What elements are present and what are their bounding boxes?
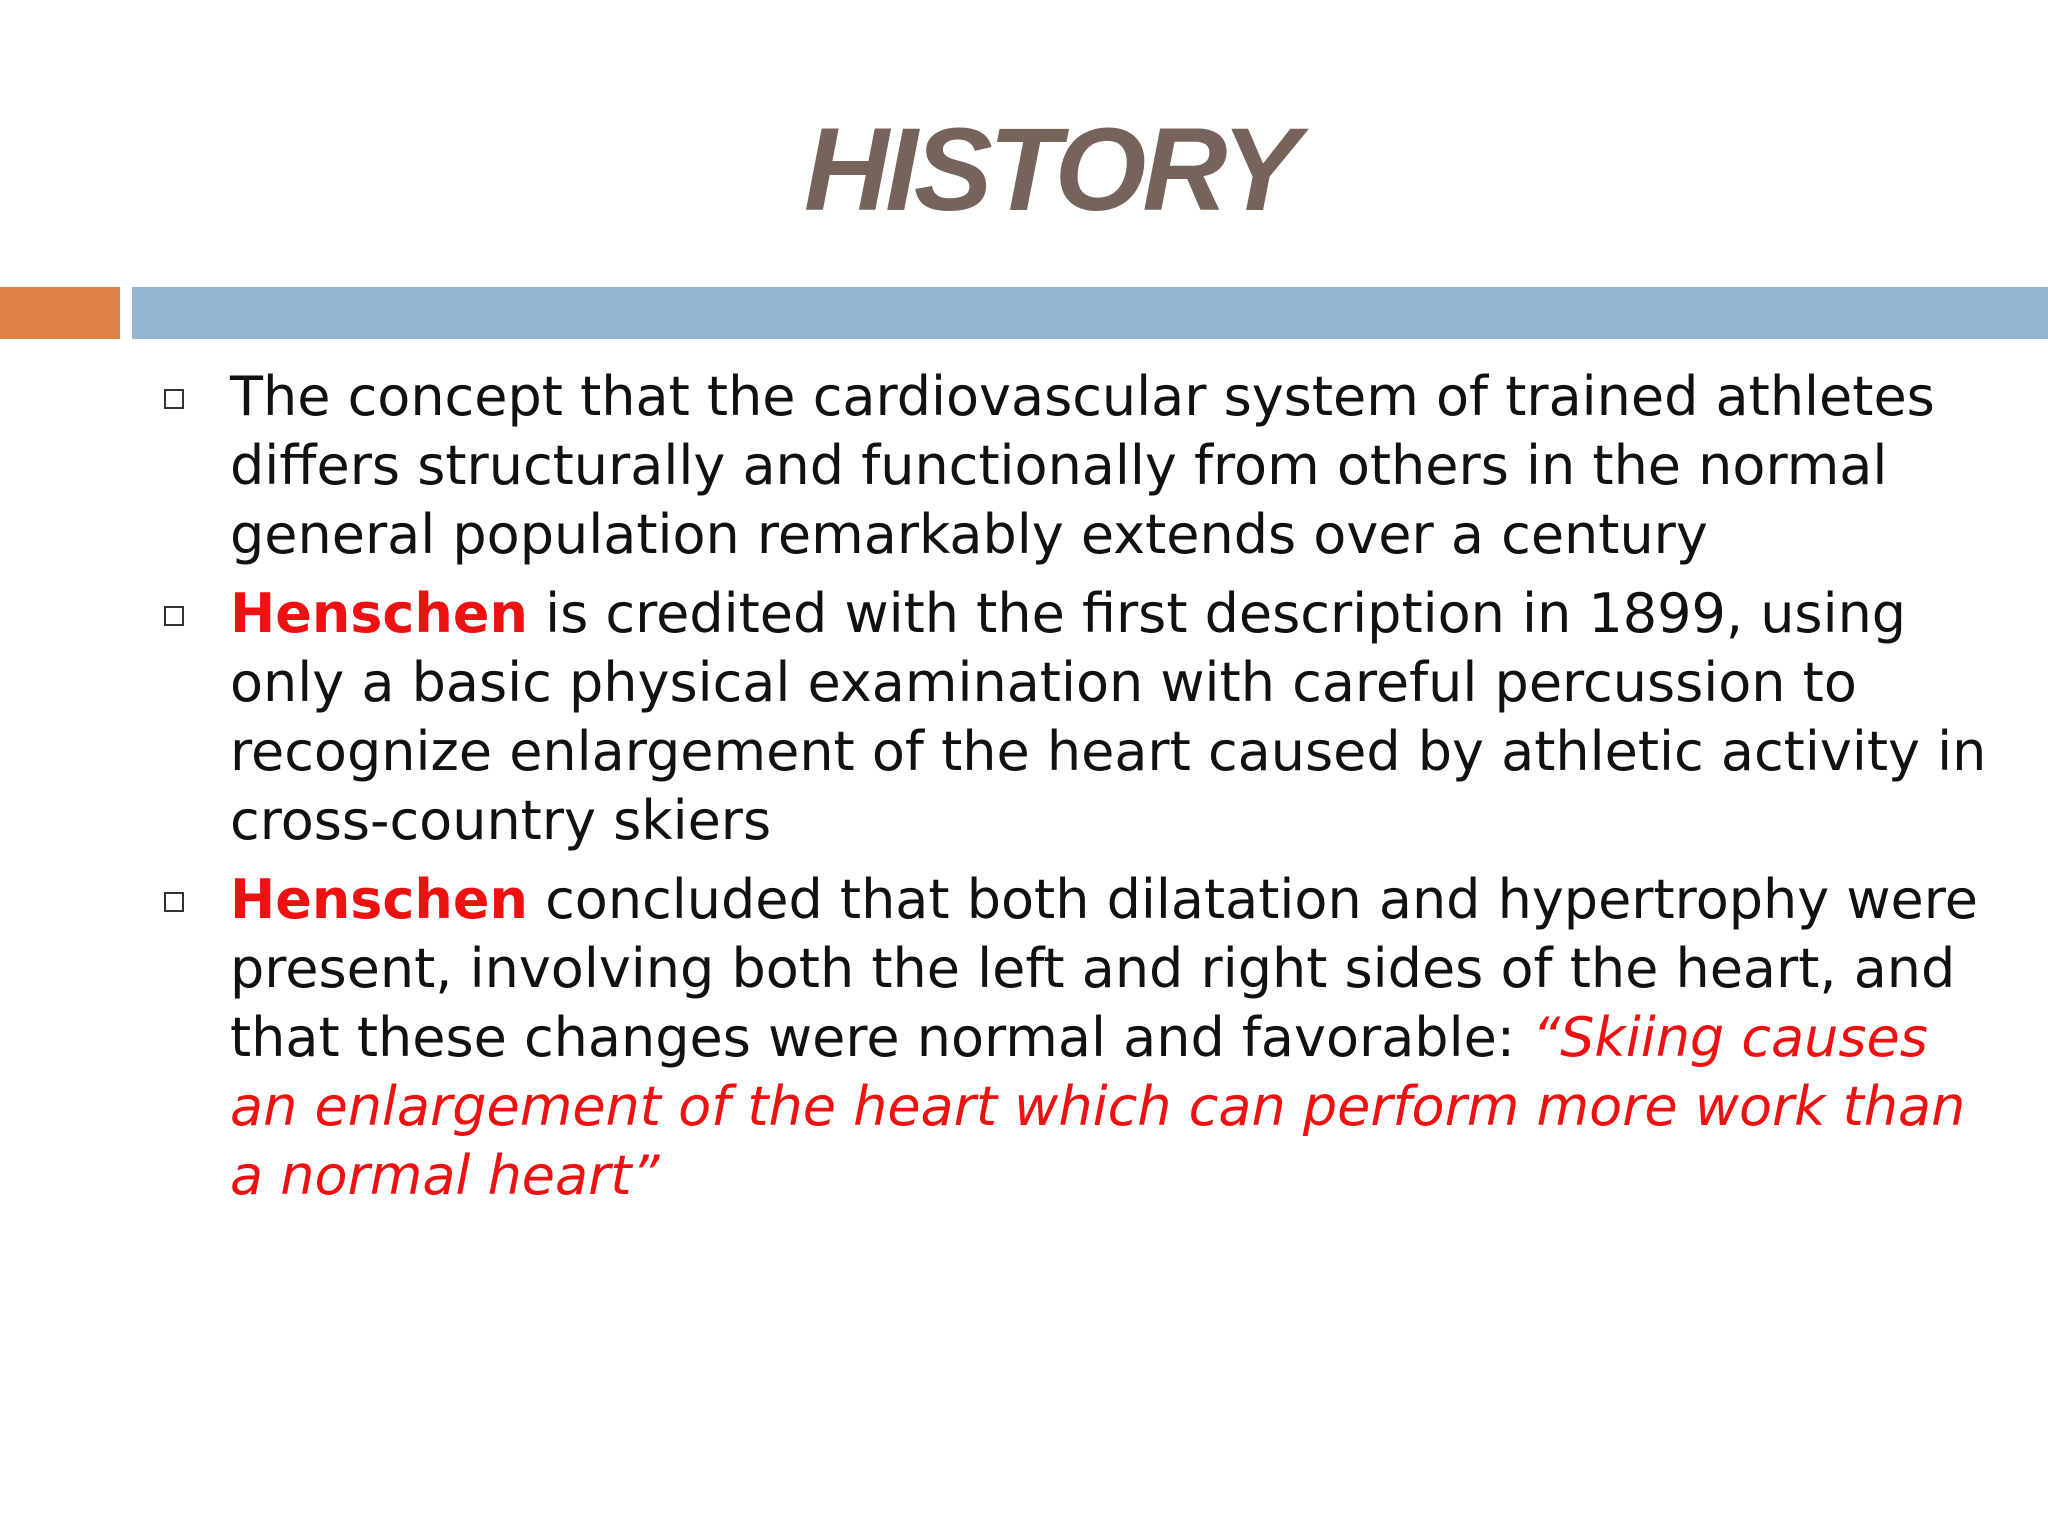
square-bullet-icon (164, 606, 184, 626)
bullet-item-1 (0, 362, 2048, 569)
bullet-item-3 (0, 865, 2048, 1210)
bullet-text: concluded that both dilatation and hypertrophy were present, involving both the left and right sides of the heart, and that these changes were normal and favorable: (230, 868, 1978, 1069)
bullet-text: The concept that the cardiovascular system of trained athletes differs structurally and functionally from others in the normal general population remarkably extends over a century (230, 365, 1935, 566)
accent-bar-blue (132, 287, 2048, 339)
square-bullet-icon (164, 389, 184, 409)
bullet-text: is credited with the first description in 1899, using only a basic physical examination with careful percussion to recognize enlargement of the heart caused by athletic activity in cross-country skiers (230, 582, 1987, 852)
square-bullet-icon (164, 892, 184, 912)
slide-title: HISTORY (803, 104, 1297, 236)
highlighted-name: Henschen (230, 868, 528, 931)
bullet-item-2 (0, 579, 2048, 855)
henschen-quote: “Skiing causes an enlargement of the heart which can perform more work than a normal heart” (230, 1006, 1966, 1207)
highlighted-name: Henschen (230, 582, 528, 645)
accent-bar-orange (0, 287, 120, 339)
bullet-list (0, 362, 2048, 1220)
